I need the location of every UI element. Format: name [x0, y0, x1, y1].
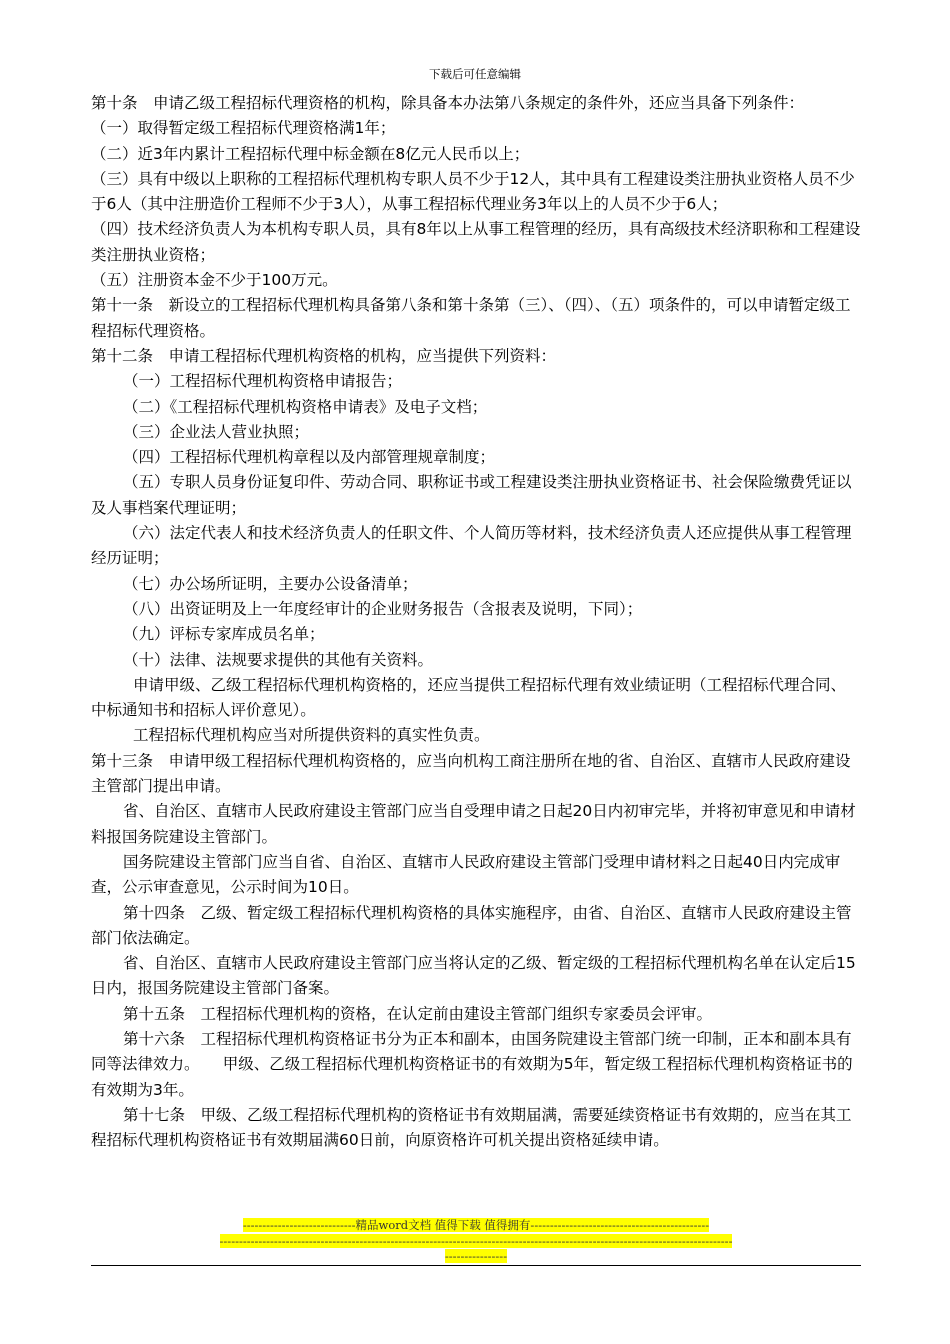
article-12: 第十二条 申请工程招标代理机构资格的机构，应当提供下列资料： [91, 346, 557, 365]
list-item: （四）技术经济负责人为本机构专职人员，具有8年以上从事工程管理的经历，具有高级技术经济职称和工程建设类注册执业资格； [91, 220, 861, 264]
list-item: （七）办公场所证明，主要办公设备清单； [123, 574, 418, 593]
paragraph: 省、自治区、直辖市人民政府建设主管部门应当将认定的乙级、暂定级的工程招标代理机构名单在认定后15日内，报国务院建设主管部门备案。 [91, 954, 856, 998]
footer-line: ---------------- [444, 1249, 508, 1263]
footer-line: ------------------------------------------------------------------------------------------------------------------------------------ [219, 1233, 733, 1248]
list-item: （一）取得暂定级工程招标代理资格满1年； [91, 119, 396, 138]
footer-rule [91, 1265, 861, 1266]
article-10: 第十条 申请乙级工程招标代理资格的机构，除具备本办法第八条规定的条件外，还应当具备下列条件： [91, 94, 805, 112]
article-15: 第十五条 工程招标代理机构的资格，在认定前由建设主管部门组织专家委员会评审。 [123, 1004, 713, 1023]
article-14: 第十四条 乙级、暂定级工程招标代理机构资格的具体实施程序，由省、自治区、直辖市人民政府建设主管部门依法确定。 [91, 903, 852, 947]
paragraph: 省、自治区、直辖市人民政府建设主管部门应当自受理申请之日起20日内初审完毕，并将初审意见和申请材料报国务院建设主管部门。 [91, 802, 856, 846]
article-17: 第十七条 甲级、乙级工程招标代理机构的资格证书有效期届满，需要延续资格证书有效期的，应当在其工程招标代理机构资格证书有效期届满60日前，向原资格许可机关提出资格延续申请。 [91, 1105, 852, 1150]
list-item: （一）工程招标代理机构资格申请报告； [123, 372, 403, 391]
list-item: （四）工程招标代理机构章程以及内部管理规章制度； [123, 448, 496, 467]
list-item: （二）近3年内累计工程招标代理中标金额在8亿元人民币以上； [91, 144, 530, 163]
list-item: （九）评标专家库成员名单； [123, 625, 325, 644]
footer-line: -----------------------------精品word文档 值得下载 值得拥有---------------------------------------------- [242, 1218, 710, 1232]
list-item: （十）法律、法规要求提供的其他有关资料。 [123, 650, 434, 669]
list-item: （二）《工程招标代理机构资格申请表》及电子文档； [123, 397, 488, 416]
article-16: 第十六条 工程招标代理机构资格证书分为正本和副本，由国务院建设主管部门统一印制，正本和副本具有同等法律效力。 甲级、乙级工程招标代理机构资格证书的有效期为5年，暂定级工程招标代理机构资格证书的有效期为3年。 [91, 1029, 853, 1099]
article-11: 第十一条 新设立的工程招标代理机构具备第八条和第十条第（三）、（四）、（五）项条件的，可以申请暂定级工程招标代理资格。 [91, 296, 851, 340]
paragraph: 工程招标代理机构应当对所提供资料的真实性负责。 [133, 726, 490, 745]
list-item: （三）具有中级以上职称的工程招标代理机构专职人员不少于12人，其中具有工程建设类注册执业资格人员不少于6人（其中注册造价工程师不少于3人），从事工程招标代理业务3年以上的人员不少于6人； [91, 169, 855, 214]
list-item: （五）专职人员身份证复印件、劳动合同、职称证书或工程建设类注册执业资格证书、社会保险缴费凭证以及人事档案代理证明； [91, 473, 852, 517]
list-item: （八）出资证明及上一年度经审计的企业财务报告（含报表及说明，下同）； [123, 599, 643, 618]
footer-banner [91, 1218, 861, 1265]
list-item: （三）企业法人营业执照； [123, 422, 310, 441]
list-item: （六）法定代表人和技术经济负责人的任职文件、个人简历等材料，技术经济负责人还应提供从事工程管理经历证明； [91, 524, 852, 568]
article-13: 第十三条 申请甲级工程招标代理机构资格的，应当向机构工商注册所在地的省、自治区、直辖市人民政府建设主管部门提出申请。 [91, 751, 851, 796]
document-body [91, 91, 861, 1153]
list-item: （五）注册资本金不少于100万元。 [91, 271, 338, 290]
paragraph: 国务院建设主管部门应当自省、自治区、直辖市人民政府建设主管部门受理申请材料之日起40日内完成审查，公示审查意见，公示时间为10日。 [91, 852, 841, 897]
paragraph: 申请甲级、乙级工程招标代理机构资格的，还应当提供工程招标代理有效业绩证明（工程招标代理合同、中标通知书和招标人评价意见）。 [91, 675, 847, 720]
page-header: 下载后可任意编辑 [429, 67, 521, 81]
